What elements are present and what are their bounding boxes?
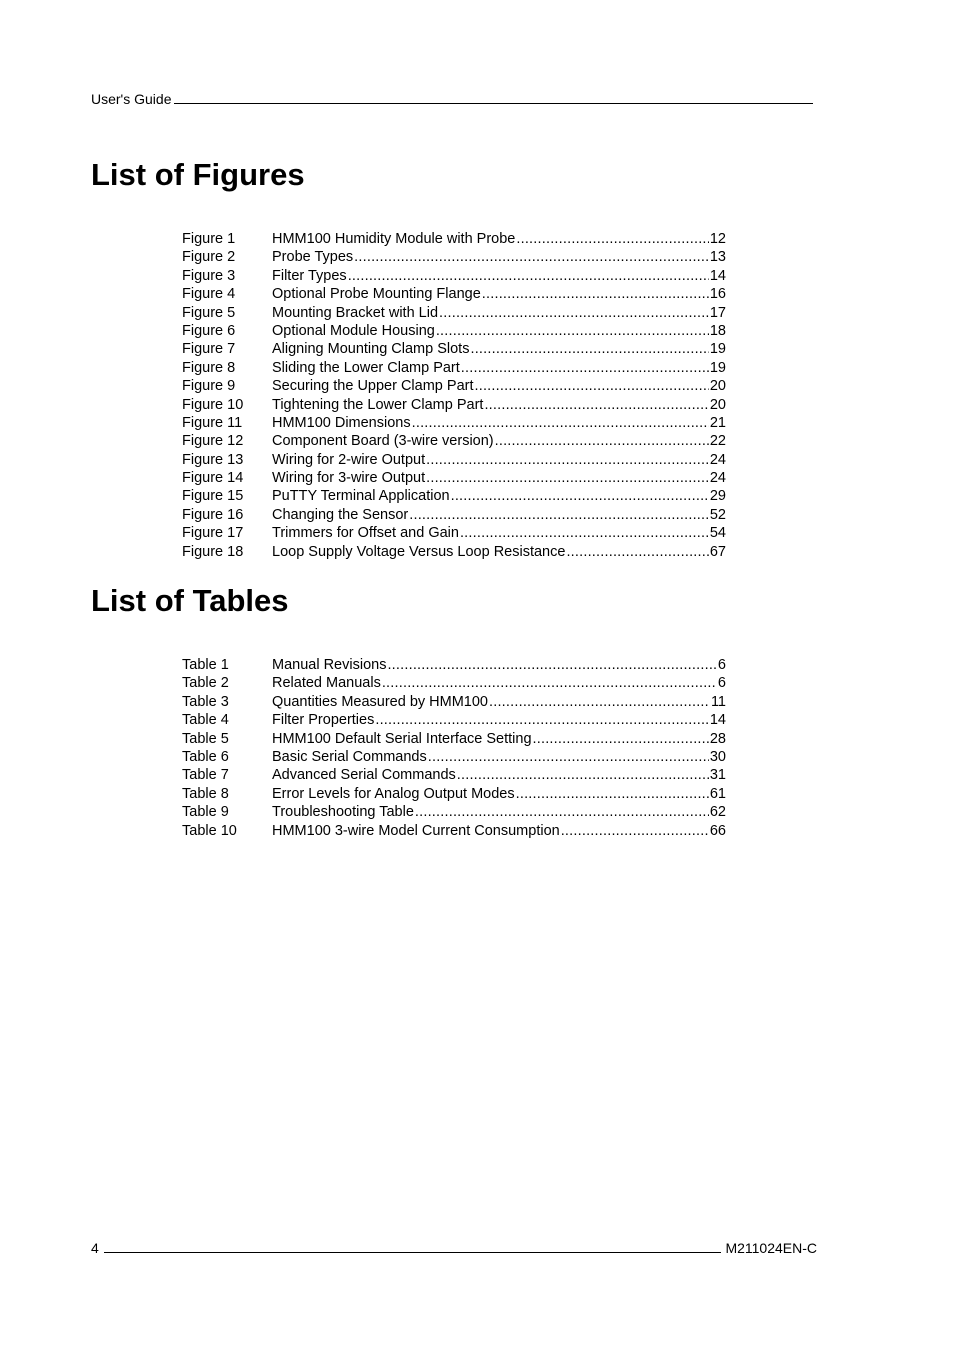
figures-list <box>182 230 726 561</box>
table-entry[interactable] <box>182 803 726 821</box>
entry-title: Optional Module Housing <box>272 322 435 339</box>
table-entry[interactable] <box>182 730 726 748</box>
figure-entry[interactable] <box>182 359 726 377</box>
figure-entry[interactable] <box>182 524 726 542</box>
header-title: User's Guide <box>91 91 172 107</box>
dot-leader <box>439 304 709 322</box>
figure-entry[interactable] <box>182 543 726 561</box>
dot-leader <box>415 803 709 821</box>
entry-title: Troubleshooting Table <box>272 804 414 821</box>
entry-number: Table 5 <box>182 730 229 747</box>
entry-page: 16 <box>709 286 726 303</box>
entry-number: Figure 3 <box>182 267 236 284</box>
page-footer <box>91 1239 817 1257</box>
figure-entry[interactable] <box>182 451 726 469</box>
entry-number: Table 6 <box>182 748 229 765</box>
dot-leader <box>451 487 709 505</box>
entry-title: Wiring for 3-wire Output <box>272 470 426 487</box>
figure-entry[interactable] <box>182 230 726 248</box>
entry-page: 21 <box>709 414 726 431</box>
figure-entry[interactable] <box>182 304 726 322</box>
figure-entry[interactable] <box>182 285 726 303</box>
entry-title: Quantities Measured by HMM100 <box>272 693 488 710</box>
entry-title: Filter Types <box>272 267 347 284</box>
entry-number: Figure 13 <box>182 451 244 468</box>
dot-leader <box>348 267 709 285</box>
entry-page: 14 <box>709 712 726 729</box>
dot-leader <box>475 377 709 395</box>
dot-leader <box>561 822 709 840</box>
entry-page: 62 <box>709 804 726 821</box>
entry-page: 19 <box>709 359 726 376</box>
figure-entry[interactable] <box>182 506 726 524</box>
figure-entry[interactable] <box>182 469 726 487</box>
table-entry[interactable] <box>182 656 726 674</box>
dot-leader <box>409 506 709 524</box>
figure-entry[interactable] <box>182 340 726 358</box>
dot-leader <box>482 285 709 303</box>
entry-number: Table 3 <box>182 693 229 710</box>
footer-doc-code: M211024EN-C <box>725 1240 817 1256</box>
entry-number: Figure 14 <box>182 470 244 487</box>
entry-title: HMM100 Default Serial Interface Setting <box>272 730 532 747</box>
entry-page: 24 <box>709 451 726 468</box>
entry-title: HMM100 Dimensions <box>272 414 411 431</box>
entry-title: HMM100 3-wire Model Current Consumption <box>272 822 560 839</box>
entry-page: 12 <box>709 231 726 247</box>
entry-title: Basic Serial Commands <box>272 748 427 765</box>
dot-leader <box>428 748 709 766</box>
table-entry[interactable] <box>182 766 726 784</box>
entry-title: Component Board (3-wire version) <box>272 433 494 450</box>
entry-number: Figure 8 <box>182 359 236 376</box>
entry-number: Figure 1 <box>182 231 236 247</box>
entry-number: Figure 2 <box>182 249 236 266</box>
entry-page: 29 <box>709 488 726 505</box>
entry-title: Error Levels for Analog Output Modes <box>272 785 515 802</box>
dot-leader <box>457 766 709 784</box>
footer-page-number: 4 <box>91 1240 99 1256</box>
entry-number: Figure 11 <box>182 414 243 431</box>
figure-entry[interactable] <box>182 322 726 340</box>
entry-title: Filter Properties <box>272 712 375 729</box>
dot-leader <box>484 396 708 414</box>
entry-number: Table 1 <box>182 657 229 673</box>
dot-leader <box>470 340 708 358</box>
entry-page: 20 <box>709 378 726 395</box>
entry-title: Loop Supply Voltage Versus Loop Resistance <box>272 543 566 560</box>
entry-number: Figure 15 <box>182 488 244 505</box>
figure-entry[interactable] <box>182 377 726 395</box>
entry-number: Table 8 <box>182 785 229 802</box>
dot-leader <box>516 230 708 248</box>
table-entry[interactable] <box>182 748 726 766</box>
entry-number: Figure 10 <box>182 396 244 413</box>
entry-title: Securing the Upper Clamp Part <box>272 378 474 395</box>
table-entry[interactable] <box>182 785 726 803</box>
entry-title: Mounting Bracket with Lid <box>272 304 439 321</box>
entry-page: 18 <box>709 322 726 339</box>
figure-entry[interactable] <box>182 248 726 266</box>
entry-page: 20 <box>709 396 726 413</box>
entry-title: Advanced Serial Commands <box>272 767 456 784</box>
figure-entry[interactable] <box>182 396 726 414</box>
dot-leader <box>533 730 709 748</box>
entry-page: 17 <box>709 304 726 321</box>
entry-number: Figure 9 <box>182 378 236 395</box>
dot-leader <box>354 248 709 266</box>
entry-title: Wiring for 2-wire Output <box>272 451 426 468</box>
dot-leader <box>460 524 709 542</box>
entry-number: Table 4 <box>182 712 229 729</box>
entry-page: 6 <box>717 675 726 692</box>
entry-number: Figure 5 <box>182 304 236 321</box>
entry-number: Table 2 <box>182 675 229 692</box>
table-entry[interactable] <box>182 822 726 840</box>
tables-list <box>182 656 726 840</box>
entry-page: 24 <box>709 470 726 487</box>
dot-leader <box>412 414 709 432</box>
entry-title: PuTTY Terminal Application <box>272 488 450 505</box>
table-entry[interactable] <box>182 674 726 692</box>
entry-page: 6 <box>717 657 726 673</box>
entry-page: 19 <box>709 341 726 358</box>
dot-leader <box>436 322 709 340</box>
entry-page: 14 <box>709 267 726 284</box>
dot-leader <box>426 469 709 487</box>
entry-title: Trimmers for Offset and Gain <box>272 525 459 542</box>
entry-number: Figure 18 <box>182 543 244 560</box>
dot-leader <box>495 432 709 450</box>
entry-title: Sliding the Lower Clamp Part <box>272 359 460 376</box>
entry-page: 61 <box>709 785 726 802</box>
figure-entry[interactable] <box>182 432 726 450</box>
list-of-figures-heading: List of Figures <box>91 157 305 192</box>
entry-number: Figure 6 <box>182 322 236 339</box>
dot-leader <box>461 359 709 377</box>
entry-page: 30 <box>709 748 726 765</box>
entry-number: Table 9 <box>182 804 229 821</box>
entry-page: 54 <box>709 525 726 542</box>
entry-number: Figure 16 <box>182 506 244 523</box>
dot-leader <box>566 543 708 561</box>
entry-page: 52 <box>709 506 726 523</box>
figure-entry[interactable] <box>182 267 726 285</box>
entry-number: Figure 12 <box>182 433 244 450</box>
dot-leader <box>489 693 710 711</box>
footer-rule <box>104 1240 722 1253</box>
table-entry[interactable] <box>182 711 726 729</box>
list-of-tables-heading: List of Tables <box>91 583 289 618</box>
entry-page: 11 <box>710 693 726 710</box>
table-entry[interactable] <box>182 693 726 711</box>
entry-page: 67 <box>709 543 726 560</box>
entry-page: 66 <box>709 822 726 839</box>
dot-leader <box>426 451 709 469</box>
entry-title: Related Manuals <box>272 675 381 692</box>
entry-title: Probe Types <box>272 249 354 266</box>
figure-entry[interactable] <box>182 414 726 432</box>
page-header <box>91 90 813 108</box>
entry-number: Table 7 <box>182 767 229 784</box>
dot-leader <box>375 711 709 729</box>
dot-leader <box>387 656 716 674</box>
entry-title: Manual Revisions <box>272 657 387 673</box>
entry-title: Changing the Sensor <box>272 506 409 523</box>
header-rule <box>174 91 813 104</box>
dot-leader <box>516 785 709 803</box>
entry-title: Optional Probe Mounting Flange <box>272 286 481 303</box>
entry-number: Figure 4 <box>182 286 236 303</box>
entry-page: 22 <box>709 433 726 450</box>
entry-page: 13 <box>709 249 726 266</box>
entry-title: Aligning Mounting Clamp Slots <box>272 341 470 358</box>
entry-number: Table 10 <box>182 822 237 839</box>
entry-title: HMM100 Humidity Module with Probe <box>272 231 516 247</box>
entry-page: 31 <box>709 767 726 784</box>
figure-entry[interactable] <box>182 487 726 505</box>
entry-page: 28 <box>709 730 726 747</box>
entry-number: Figure 17 <box>182 525 244 542</box>
entry-number: Figure 7 <box>182 341 236 358</box>
entry-title: Tightening the Lower Clamp Part <box>272 396 484 413</box>
dot-leader <box>382 674 717 692</box>
